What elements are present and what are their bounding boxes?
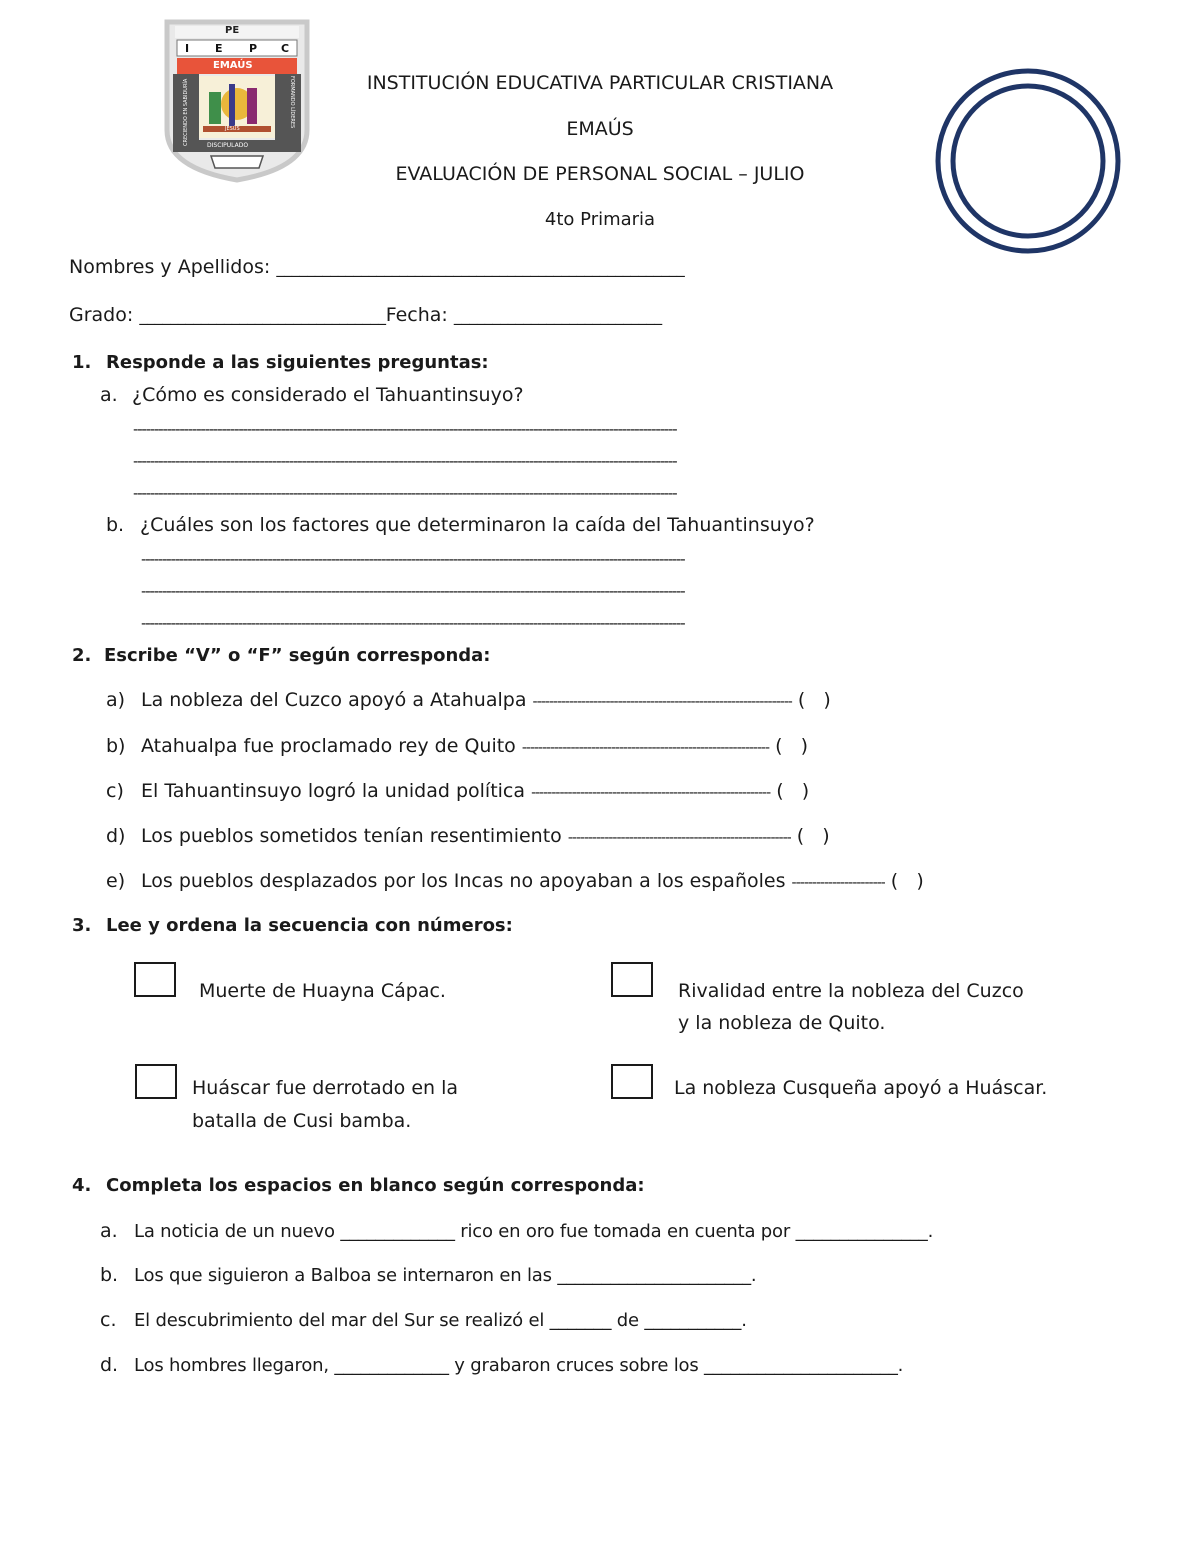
q1b-text: ¿Cuáles son los factores que determinaron la caída del Tahuantinsuyo? [140, 514, 815, 536]
logo-left-text: CRECIENDO EN SABIDURÍA [183, 78, 189, 146]
q4c-text: El descubrimiento del mar del Sur se realizó el _______ de ___________. [134, 1310, 747, 1331]
grado-line: ________________________________ [139, 306, 386, 325]
logo-band-text: EMAÚS [213, 60, 253, 71]
q2-heading [72, 645, 491, 666]
q1a-answer-line-2[interactable]: --------------------------------------------------------------------------------------------------------------------------------- [133, 452, 677, 470]
q2d-answer-paren[interactable]: ( ) [796, 825, 830, 847]
q4-item-a[interactable] [100, 1220, 933, 1242]
q1a-text: ¿Cómo es considerado el Tahuantinsuyo? [132, 384, 524, 406]
q1b-answer-line-3[interactable]: --------------------------------------------------------------------------------------------------------------------------------- [141, 614, 685, 632]
logo-letter-c: C [281, 42, 290, 55]
header-institution: INSTITUCIÓN EDUCATIVA PARTICULAR CRISTIANA [366, 72, 834, 94]
q2e-dashes: ----------------------- [791, 875, 885, 891]
q4c-label: c. [100, 1309, 117, 1331]
q1-heading [72, 352, 489, 373]
q4d-label: d. [100, 1354, 119, 1376]
q2-item-a [106, 689, 1016, 711]
logo-letter-p: P [249, 42, 258, 55]
q4-heading [72, 1175, 645, 1196]
sequence-item-3-line-1: Huáscar fue derrotado en la [192, 1077, 459, 1099]
q2-item-e [106, 870, 1016, 892]
sequence-item-4-text: La nobleza Cusqueña apoyó a Huáscar. [674, 1077, 1048, 1099]
sequence-item-3-line-2: batalla de Cusi bamba. [192, 1110, 412, 1132]
sequence-box-4[interactable] [611, 1064, 653, 1099]
q3-heading [72, 915, 513, 936]
q2e-answer-paren[interactable]: ( ) [890, 870, 924, 892]
fecha-label: Fecha: [385, 304, 448, 326]
q1b-answer-line-2[interactable]: --------------------------------------------------------------------------------------------------------------------------------- [141, 582, 685, 600]
q2b-label: b) [106, 735, 126, 757]
q1-number: 1. [72, 352, 92, 373]
names-line: _____________________________________________________ [276, 258, 685, 277]
sequence-item-2-line-1: Rivalidad entre la nobleza del Cuzco [678, 980, 1024, 1002]
q2a-label: a) [106, 689, 126, 711]
sequence-box-3[interactable] [135, 1064, 177, 1099]
q4-item-b[interactable] [100, 1264, 756, 1286]
school-logo [163, 18, 311, 184]
grado-label: Grado: [69, 304, 134, 326]
sequence-item-2-line-2: y la nobleza de Quito. [678, 1012, 886, 1034]
q2a-text: La nobleza del Cuzco apoyó a Atahualpa [141, 689, 527, 711]
q2c-answer-paren[interactable]: ( ) [776, 780, 810, 802]
sequence-item-1-text: Muerte de Huayna Cápac. [199, 980, 446, 1002]
q2a-dashes: ---------------------------------------------------------------- [532, 694, 792, 710]
q2-item-c [106, 780, 1016, 802]
logo-letter-e: E [215, 42, 223, 55]
sequence-box-1[interactable] [134, 962, 176, 997]
q4b-label: b. [100, 1264, 119, 1286]
q2b-answer-paren[interactable]: ( ) [775, 735, 809, 757]
q2c-label: c) [106, 780, 124, 802]
q2-number: 2. [72, 645, 92, 666]
q1a-answer-line-3[interactable]: --------------------------------------------------------------------------------------------------------------------------------- [133, 484, 677, 502]
q1a-answer-line-1[interactable]: --------------------------------------------------------------------------------------------------------------------------------- [133, 420, 677, 438]
sequence-box-2[interactable] [611, 962, 653, 997]
q4b-text: Los que siguieron a Balboa se internaron en las ______________________. [134, 1265, 757, 1286]
q2d-label: d) [106, 825, 126, 847]
header-evaluation-title: EVALUACIÓN DE PERSONAL SOCIAL – JULIO [395, 163, 805, 185]
q1a-label: a. [100, 384, 118, 406]
grado-field[interactable] [69, 304, 662, 326]
q2c-dashes: ----------------------------------------------------------- [531, 785, 771, 801]
q2-item-d [106, 825, 1016, 847]
header-school-name: EMAÚS [566, 118, 634, 140]
q1-title: Responde a las siguientes preguntas: [106, 352, 489, 373]
names-field[interactable] [69, 256, 684, 278]
logo-bottom-text: DISCIPULADO [207, 142, 249, 149]
grade-circle [933, 66, 1123, 256]
header-grade: 4to Primaria [544, 209, 656, 230]
logo-inner-caption: JESÚS [225, 126, 240, 132]
q2e-text: Los pueblos desplazados por los Incas no apoyaban a los españoles [141, 870, 786, 892]
q2e-label: e) [106, 870, 126, 892]
q2b-dashes: ------------------------------------------------------------- [521, 740, 770, 756]
q4-number: 4. [72, 1175, 92, 1196]
logo-right-text: FORMANDO LÍDERES [289, 76, 295, 129]
q4-title: Completa los espacios en blanco según corresponda: [106, 1175, 645, 1196]
q1b-label: b. [106, 514, 125, 536]
q2a-answer-paren[interactable]: ( ) [797, 689, 831, 711]
q4-item-d[interactable] [100, 1354, 903, 1376]
q3-number: 3. [72, 915, 92, 936]
q4-item-c[interactable] [100, 1309, 747, 1331]
q3-title: Lee y ordena la secuencia con números: [106, 915, 513, 936]
q2-item-b [106, 735, 1016, 757]
q2-title: Escribe “V” o “F” según corresponda: [104, 645, 491, 666]
names-label: Nombres y Apellidos: [69, 256, 271, 278]
q4a-label: a. [100, 1220, 118, 1242]
q1b-question [106, 514, 815, 536]
q2d-text: Los pueblos sometidos tenían resentimiento [141, 825, 562, 847]
q4d-text: Los hombres llegaron, _____________ y grabaron cruces sobre los ______________________. [134, 1355, 904, 1376]
fecha-line: ___________________________ [453, 306, 662, 325]
q2c-text: El Tahuantinsuyo logró la unidad política [141, 780, 526, 802]
q1a-question [100, 384, 524, 406]
q1b-answer-line-1[interactable]: --------------------------------------------------------------------------------------------------------------------------------- [141, 550, 685, 568]
logo-letter-i: I [185, 42, 190, 55]
logo-top-text: PE [225, 25, 240, 36]
q4a-text: La noticia de un nuevo _____________ rico en oro fue tomada en cuenta por _______________. [134, 1221, 934, 1242]
q2b-text: Atahualpa fue proclamado rey de Quito [141, 735, 516, 757]
q2d-dashes: ------------------------------------------------------- [567, 830, 791, 846]
